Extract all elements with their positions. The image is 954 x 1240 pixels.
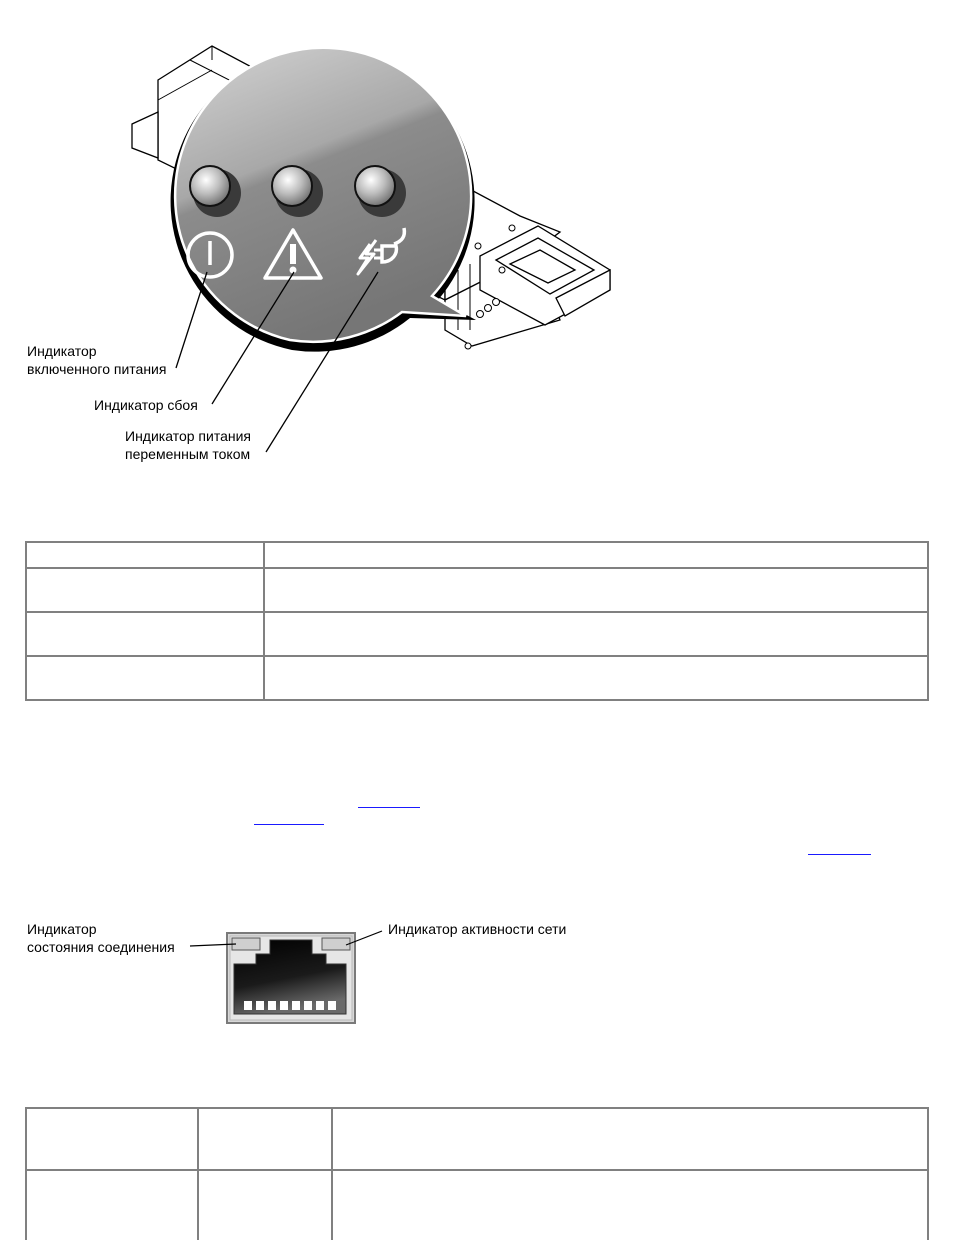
table-cell <box>26 1170 198 1240</box>
table-row <box>26 568 928 612</box>
table-cell <box>264 612 928 656</box>
table-cell <box>332 1108 928 1170</box>
table-row <box>26 656 928 700</box>
figure-link-2[interactable] <box>254 824 324 825</box>
figure-link-3[interactable] <box>808 854 871 855</box>
table-cell <box>26 542 264 568</box>
table-cell <box>264 542 928 568</box>
psu-indicator-table <box>25 541 929 701</box>
table-cell <box>198 1108 332 1170</box>
table-cell <box>26 568 264 612</box>
nic-indicator-table <box>25 1107 929 1240</box>
table-cell <box>264 656 928 700</box>
nic-figure <box>0 910 954 1030</box>
table-cell <box>26 1108 198 1170</box>
figure-link-1[interactable] <box>358 807 420 808</box>
table-cell <box>26 656 264 700</box>
network-activity-indicator-callout: Индикатор активности сети <box>388 921 567 937</box>
table-row <box>26 612 928 656</box>
ac-power-indicator-callout: Индикатор питания переменным током <box>125 428 251 462</box>
link-status-indicator-callout: Индикатор состояния соединения <box>27 921 175 955</box>
psu-figure <box>0 0 954 480</box>
table-cell <box>198 1170 332 1240</box>
table-cell <box>332 1170 928 1240</box>
table-cell <box>264 568 928 612</box>
table-row <box>26 1170 928 1240</box>
table-cell <box>26 612 264 656</box>
table-row <box>26 542 928 568</box>
power-on-indicator-callout: Индикатор включенного питания <box>27 343 167 377</box>
fault-indicator-callout: Индикатор сбоя <box>94 397 198 413</box>
table-row <box>26 1108 928 1170</box>
